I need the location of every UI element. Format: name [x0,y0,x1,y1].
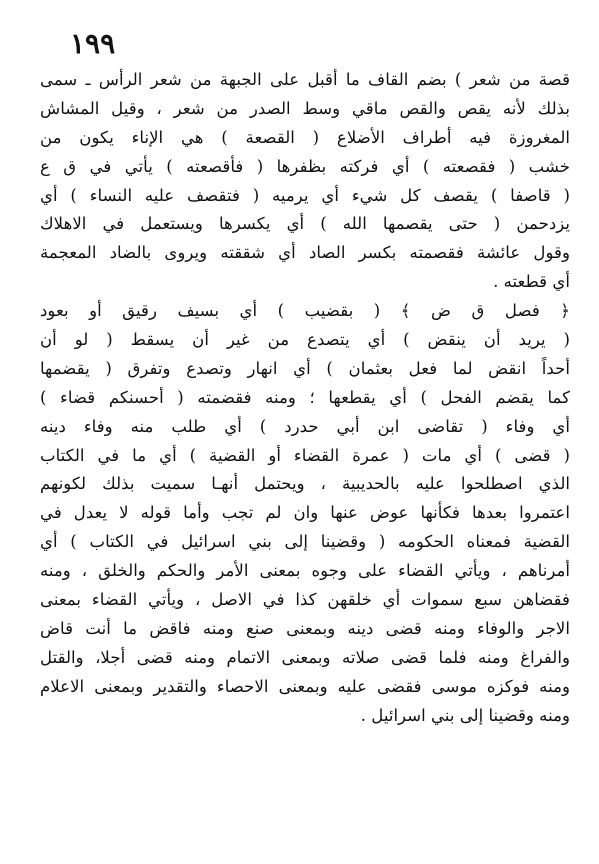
text-line: أي وفاء ( تقاضى ابن أبي حدرد ) أي طلب منه وفاء دينه [40,416,570,436]
text-line: بذلك لأنه يقص والقص ماقي وسط الصدر من شعر ، وقيل المشاش [40,98,570,118]
text-line: وقول عائشة فقصمته بكسر الصاد أي شققته ويروى بالضاد المعجمة [40,243,570,263]
text-line: قصة من شعر ) بضم القاف ما أقبل على الجبهة من شعر الرأس ـ سمى [40,70,570,89]
text-line: الذي اصطلحوا عليه بالحديبية ، ويحتمل أنهـا سميت بذلك لكونهم [40,474,570,494]
text-line: كما يقضم الفحل ) أي يقطعها ؛ ومنه فقضمته ( أحسنكم قضاء ) [40,387,570,407]
text-line: فقضاهن سبع سموات أي خلقهن كذا في الاصل ، ويأتي القضاء بمعنى [40,590,570,610]
text-line: يزدحمن ( حتى يقصمها الله ) أي يكسرها ويستعمل في الاهلاك [40,214,570,234]
text-line: أحداً انقض لما فعل بعثمان ) أي انهار وتصدع وتفرق ( يقضمها [40,358,570,378]
text-line: المغروزة فيه أطراف الأضلاع ( القصعة ) هي الإناء يكون من [40,127,570,147]
text-line: ( قضى ) أي مات ( عمرة القضاء أو القضية ) أي ما في الكتاب [40,445,570,465]
section-heading-line: ﴿ فصل ق ض ﴾ ( بقضيب ) أي بسيف رقيق أو بعود [40,301,570,321]
text-line: اعتمروا بعدها فكأنها عوض عنها وان لم تجب وأما قوله لا يعدل في [40,503,570,523]
text-line: أمرناهم ، ويأتي القضاء على وجوه بمعنى الأمر والحكم والخلق ، ومنه [40,561,570,581]
text-line: الاجر والوفاء ومنه قضى دينه وبمعنى صنع ومنه فاقض ما أنت قاض [40,618,570,638]
page-body-text [40,66,570,730]
page-number: ١٩٩ [70,27,116,60]
text-line: ومنه فوكزه موسى فقضى عليه وبمعنى الاحصاء والتقدير وبمعنى الاعلام [40,676,570,696]
text-line: ومنه وقضينا إلى بني اسرائيل . [360,705,570,725]
text-line: ( يريد أن ينقض ) أي يتصدع من غير أن يسقط ( لو أن [40,330,570,350]
text-line: القضية فمعناه الحكومه ( وقضينا إلى بني اسرائيل في الكتاب ) أي [40,532,570,552]
text-line: أي قطعته . [493,272,570,292]
text-line: خشب ( فقصعته ) أي فركته بظفرها ( فأقصعته ) يأتي في ق ع [40,156,570,176]
text-line: والفراغ ومنه فلما قضى صلاته وبمعنى الاتمام ومنه قضى أجلا، والقتل [40,647,570,667]
text-line: ( قاصفا ) يقصف كل شيء أي يرميه ( فتقصف عليه النساء ) أي [40,185,570,205]
